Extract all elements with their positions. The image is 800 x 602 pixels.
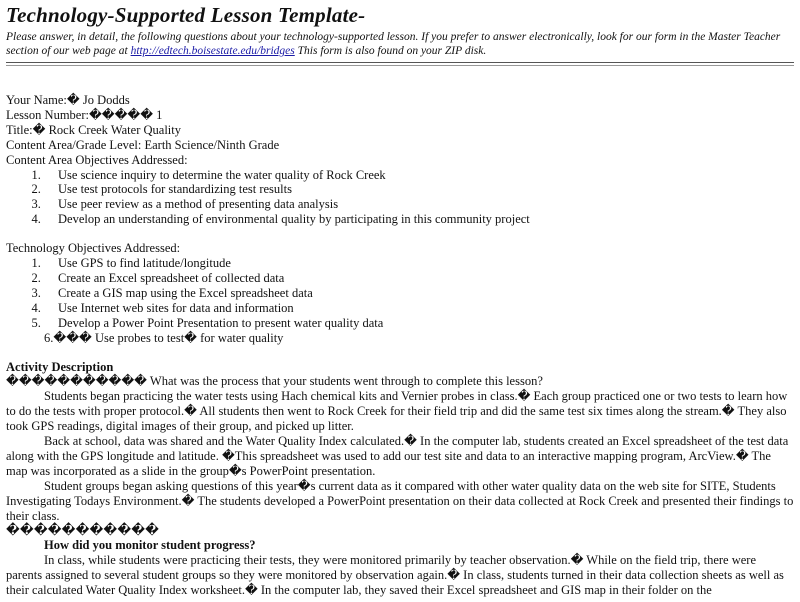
divider-top <box>6 62 794 63</box>
intro-text <box>6 30 794 58</box>
content-area-field: Content Area/Grade Level: Earth Science/Ninth Grade <box>6 137 280 152</box>
activity-heading: Activity Description <box>6 359 114 374</box>
activity-paragraph-1: Students began practicing the water tests using Hach chemical kits and Vernier probes in class.� Each group practiced one or two tests to learn how to do the tests with proper protocol.� All students then went to Rock Creek for their field trip and did the same test six times along the stream.� They also took GPS readings, digital images of their group, and picked up litter. <box>6 389 788 434</box>
tech-objective-6: 6.��� Use probes to test� for water quality <box>44 330 284 345</box>
lesson-number-field: Lesson Number:����� 1 <box>6 107 163 122</box>
monitor-heading: How did you monitor student progress? <box>44 538 256 553</box>
content-objectives-list <box>6 168 794 228</box>
intro-after-link: This form is also found on your ZIP disk. <box>294 45 487 57</box>
list-item: 1. Use GPS to find latitude/longitude <box>44 256 794 271</box>
activity-paragraph-3: Student groups began asking questions of this year�s current data as it compared with other water quality data on the web site for SITE, Students Investigating Todays Environment.� The students developed a PowerPoint presentation on their data collected at Rock Creek and presented their findings to their class. <box>6 478 794 523</box>
list-item: 3. Create a GIS map using the Excel spreadsheet data <box>44 286 794 301</box>
name-field: Your Name:� Jo Dodds <box>6 93 130 107</box>
bridges-link[interactable]: http://edtech.boisestate.edu/bridges <box>130 45 295 57</box>
title-field: Title:� Rock Creek Water Quality <box>6 122 181 137</box>
list-item: 1. Use science inquiry to determine the water quality of Rock Creek <box>44 168 794 183</box>
form-body <box>6 93 794 598</box>
document-title: Technology-Supported Lesson Template- <box>6 3 366 27</box>
content-objectives-label: Content Area Objectives Addressed: <box>6 152 188 167</box>
activity-question: ����������� What was the process that your students went through to complete this lesson? <box>6 374 543 389</box>
tech-objectives-label: Technology Objectives Addressed: <box>6 241 181 256</box>
list-item: 5. Develop a Power Point Presentation to present water quality data <box>44 316 794 331</box>
list-item: 2. Use test protocols for standardizing test results <box>44 182 794 197</box>
list-item: 2. Create an Excel spreadsheet of collected data <box>44 271 794 286</box>
list-item: 4. Use Internet web sites for data and information <box>44 301 794 316</box>
document-page <box>0 2 800 602</box>
divider-bottom <box>6 65 794 66</box>
list-item: 3. Use peer review as a method of presenting data analysis <box>44 197 794 212</box>
intro-before-link: Please answer, in detail, the following questions about your technology-supported lesson. If you prefer to answer electronically, look for our form in the Master Teacher section of our web page at <box>6 31 781 57</box>
separator-glyphs: ����������� <box>6 523 160 538</box>
list-item: 4. Develop an understanding of environmental quality by participating in this community project <box>44 212 794 227</box>
tech-objectives-list <box>6 256 794 331</box>
monitor-paragraph: In class, while students were practicing their tests, they were monitored primarily by teacher observation.� While on the field trip, there were parents assigned to several student groups so they were monitored by observation again.� In class, students turned in their data collection sheets as well as their calculated Water Quality Index worksheet.� In the computer lab, they saved their Excel spreadsheet and GIS map in their folder on the <box>6 553 784 598</box>
activity-paragraph-2: Back at school, data was shared and the Water Quality Index calculated.� In the computer lab, students created an Excel spreadsheet of the test data along with the GPS longitude and latitude. �This spreadsheet was used to add our test site and data to an interactive mapping program, ArcView.� The map was incorporated as a slide in the group�s PowerPoint presentation. <box>6 434 789 478</box>
